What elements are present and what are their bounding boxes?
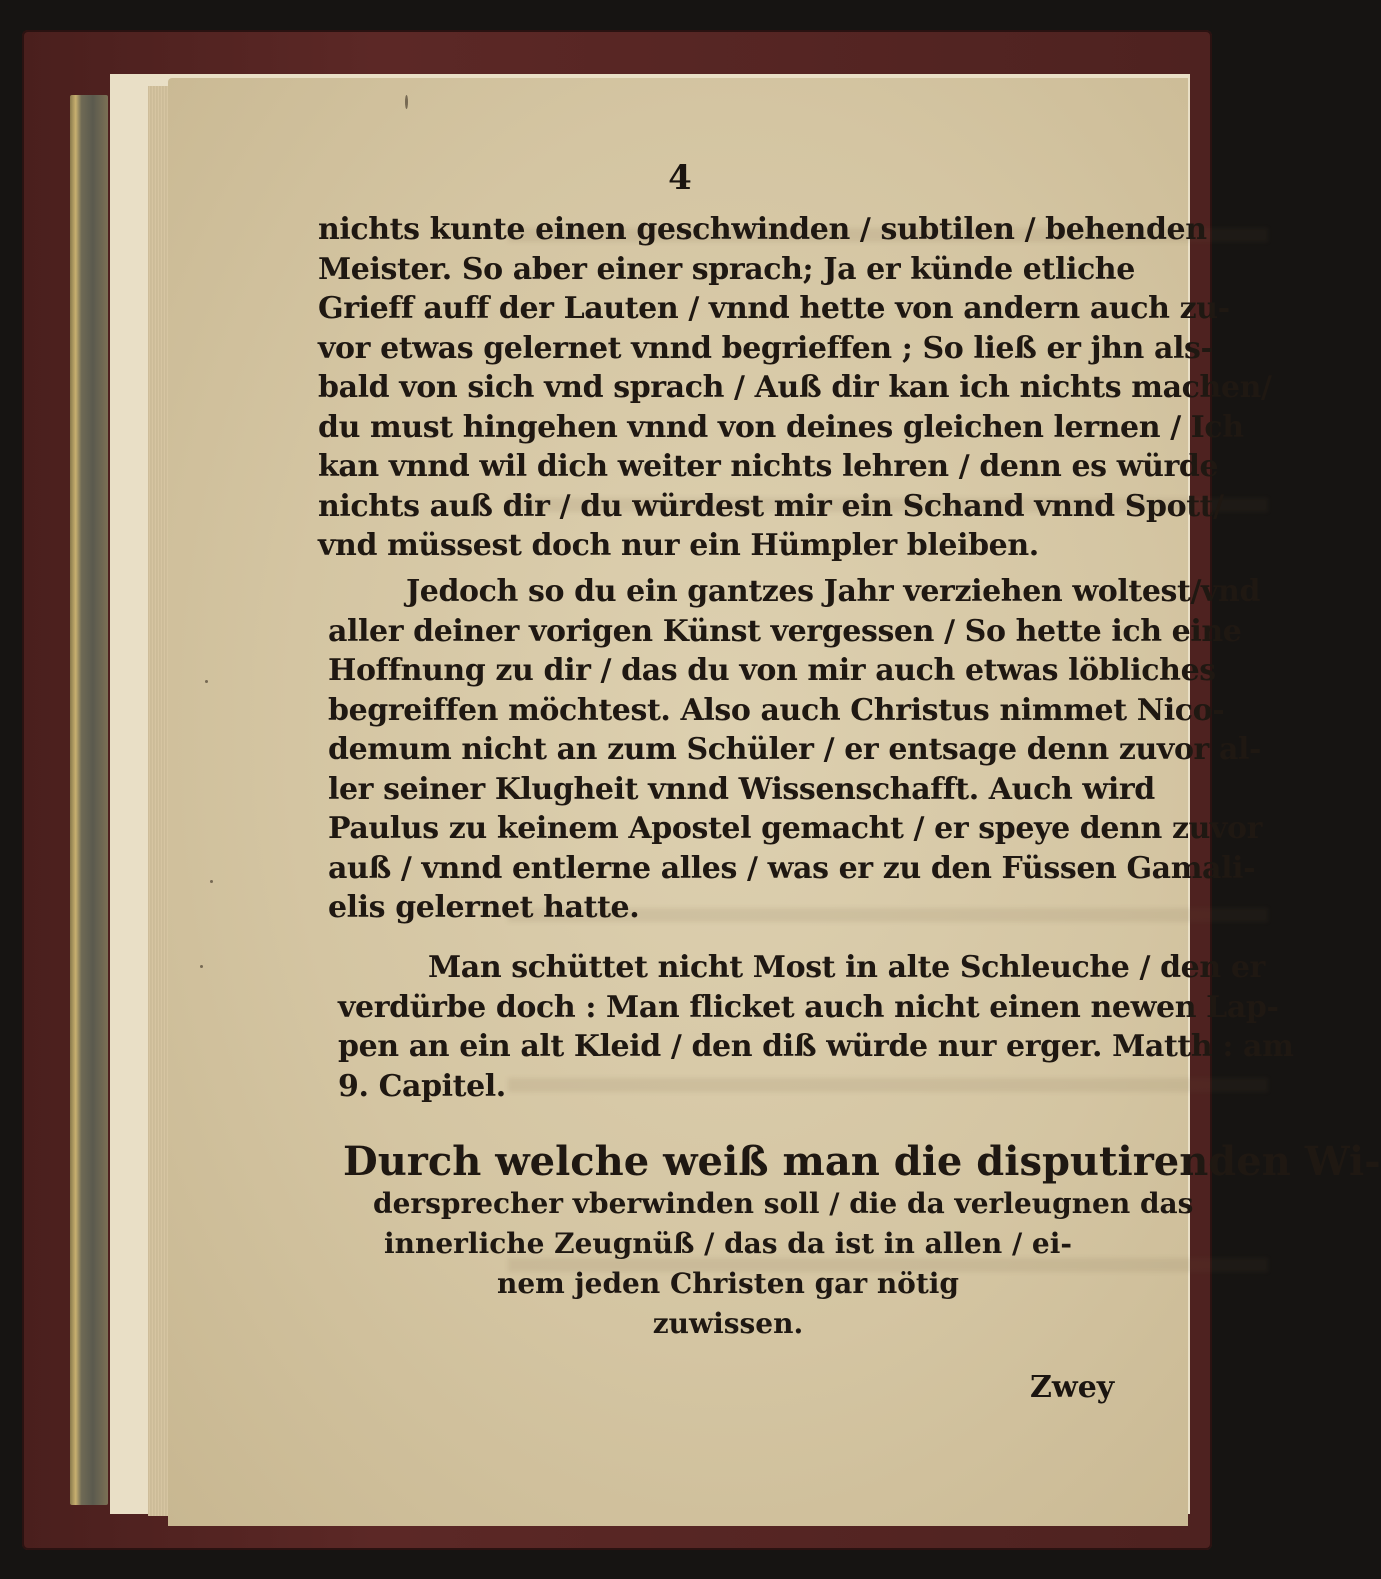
ink-speck — [405, 95, 408, 109]
ink-speck — [200, 965, 203, 968]
text-line: demum nicht an zum Schüler / er entsage denn zuvor al- — [328, 732, 1262, 767]
section-heading — [343, 1138, 1381, 1344]
text-line: Meister. So aber einer sprach; Ja er künde etliche — [318, 251, 1135, 287]
text-line: Hoffnung zu dir / das du von mir auch etwas löbliches — [328, 653, 1216, 688]
text-line: aller deiner vorigen Künst vergessen / So hette ich eine — [328, 613, 1242, 649]
paragraph-1 — [318, 210, 1272, 566]
paragraph-3 — [338, 948, 1294, 1106]
text-line: Grieff auff der Lauten / vnnd hette von andern auch zu- — [318, 291, 1230, 326]
ink-speck — [210, 880, 213, 883]
text-line: verdürbe doch : Man flicket auch nicht einen newen Lap- — [338, 989, 1279, 1025]
text-line: du must hingehen vnnd von deines gleichen lernen / Ich — [318, 409, 1244, 445]
text-line: nichts kunte einen geschwinden / subtilen / behenden — [318, 212, 1207, 247]
paragraph-2 — [328, 572, 1263, 928]
text-line: 9. Capitel. — [338, 1068, 506, 1104]
text-line: begreiffen möchtest. Also auch Christus nimmet Nico- — [328, 692, 1225, 728]
text-line: elis gelernet hatte. — [328, 890, 640, 925]
catchword: Zwey — [1030, 1370, 1115, 1405]
page-number: 4 — [668, 158, 692, 198]
text-line: bald von sich vnd sprach / Auß dir kan ich nichts machen/ — [318, 370, 1272, 405]
text-line: vnd müssest doch nur ein Hümpler bleiben. — [318, 528, 1039, 563]
heading-line: innerliche Zeugnüß / das da ist in allen / ei- — [384, 1227, 1072, 1260]
heading-line: dersprecher vberwinden soll / die da verleugnen das — [373, 1187, 1194, 1220]
text-line: kan vnnd wil dich weiter nichts lehren / denn es würde — [318, 449, 1219, 484]
gilt-edge — [70, 95, 108, 1505]
ink-speck — [205, 680, 208, 683]
heading-line: zuwissen. — [652, 1307, 804, 1340]
text-line: vor etwas gelernet vnnd begrieffen ; So ließ er jhn als- — [318, 330, 1213, 366]
text-line: Man schüttet nicht Most in alte Schleuche / den er — [428, 950, 1265, 985]
heading-line: Durch welche weiß man die disputirenden Wi- — [343, 1138, 1381, 1185]
text-line: pen an ein alt Kleid / den diß würde nur erger. Matth : am — [338, 1029, 1294, 1064]
text-line: Jedoch so du ein gantzes Jahr verziehen woltest/vnd — [406, 574, 1261, 609]
text-line: auß / vnnd entlerne alles / was er zu den Füssen Gamali- — [328, 850, 1256, 886]
text-line: nichts auß dir / du würdest mir ein Schand vnnd Spott/ — [318, 488, 1224, 524]
text-line: ler seiner Klugheit vnnd Wissenschafft. Auch wird — [328, 771, 1155, 807]
text-line: Paulus zu keinem Apostel gemacht / er speye denn zuvor — [328, 811, 1263, 846]
heading-line: nem jeden Christen gar nötig — [496, 1267, 960, 1300]
